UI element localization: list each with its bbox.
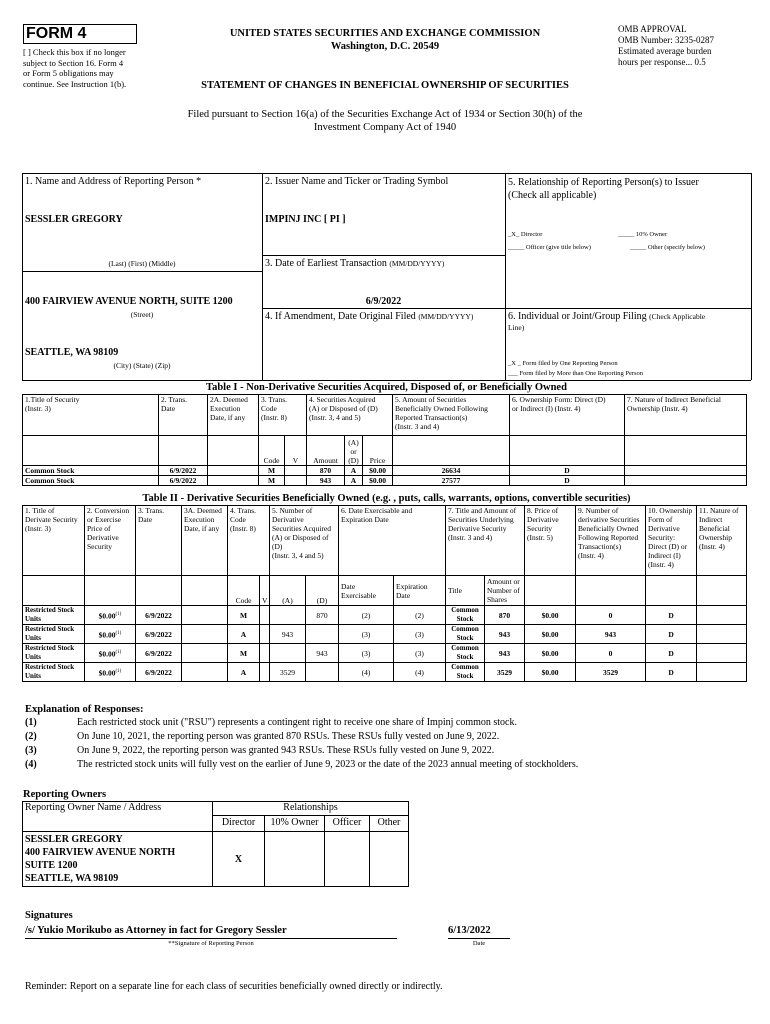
filed-line: Investment Company Act of 1940: [313, 122, 457, 133]
t1-amount: 943: [307, 476, 345, 486]
footnote-text: On June 10, 2021, the reporting person was granted 870 RSUs. These RSUs fully vested on June 9, 2022.: [77, 731, 500, 742]
t2-expiration: (2): [394, 606, 446, 625]
t1-code: M: [259, 476, 285, 486]
t2-a: 943: [270, 625, 306, 644]
t1-amount: 870: [307, 466, 345, 476]
owners-title: Reporting Owners: [23, 789, 107, 800]
t2-price-8: $0.00: [525, 644, 576, 663]
owner-line: SUITE 1200: [25, 860, 78, 871]
filed-pursuant: [100, 108, 670, 134]
agency-location: Washington, D.C. 20549: [330, 41, 440, 52]
check-note-line: or Form 5 obligations may: [23, 68, 114, 78]
t1-form: D: [510, 466, 625, 476]
omb-approval: [618, 24, 758, 68]
t2-h6: 6. Date Exercisable and Expiration Date: [339, 506, 446, 576]
reporting-person-name: SESSLER GREGORY: [25, 214, 123, 225]
t2-expiration: (3): [394, 625, 446, 644]
t2-exercisable: (2): [339, 606, 394, 625]
box4-label-small: (MM/DD/YYYY): [418, 312, 474, 321]
t1-price: $0.00: [363, 476, 393, 486]
table-row: [23, 476, 747, 486]
t2-code: A: [228, 625, 260, 644]
relationship-other: _____ Other (specify below): [630, 244, 705, 251]
reminder: Reminder: Report on a separate line for each class of securities beneficially owned directly or indirectly.: [25, 981, 443, 992]
t1-title: Common Stock: [23, 466, 159, 476]
owners-col-10pct: 10% Owner: [265, 816, 325, 832]
t2-a: [270, 606, 306, 625]
t2-owned: 3529: [576, 663, 646, 682]
t1-h7: 7. Nature of Indirect Beneficial Ownership (Instr. 4): [625, 395, 747, 436]
t2-date: 6/9/2022: [136, 606, 182, 625]
t2-exercisable: (4): [339, 663, 394, 682]
t2-sub-a: (A): [270, 576, 306, 606]
t2-price: [85, 663, 136, 682]
t2-date: 6/9/2022: [136, 644, 182, 663]
form-title-box: [23, 24, 137, 44]
table-row: [23, 466, 747, 476]
owners-table: [22, 801, 409, 887]
footnote-number: (1): [25, 717, 37, 728]
t2-expiration: (3): [394, 644, 446, 663]
t2-h3: 3. Trans. Date: [136, 506, 182, 576]
t1-title: Common Stock: [23, 476, 159, 486]
box4-label-text: 4. If Amendment, Date Original Filed: [265, 311, 416, 322]
owner-address: [23, 832, 213, 887]
t2-owned: 943: [576, 625, 646, 644]
t1-aord: A: [345, 466, 363, 476]
t2-underlying-title: Common Stock: [446, 663, 485, 682]
owner-director-mark: X: [213, 832, 265, 887]
table2-title: Table II - Derivative Securities Beneficially Owned (e.g. , puts, calls, warrants, options, convertible securities): [142, 493, 631, 504]
statement-title: STATEMENT OF CHANGES IN BENEFICIAL OWNERSHIP OF SECURITIES: [201, 80, 569, 91]
t2-a: [270, 644, 306, 663]
box5-label: [508, 176, 699, 202]
t2-form: D: [646, 606, 697, 625]
table-row: [23, 606, 747, 625]
t2-h9: 9. Number of derivative Securities Beneficially Owned Following Reported Transaction(s) (Instr. 4): [576, 506, 646, 576]
explanation-item: [25, 730, 745, 744]
footnote-number: (2): [25, 731, 37, 742]
t1-sub-amount: Amount: [307, 436, 345, 466]
explanation-item: [25, 744, 745, 758]
t2-exercisable: (3): [339, 625, 394, 644]
t1-form: D: [510, 476, 625, 486]
footnote-text: Each restricted stock unit ("RSU") represents a contingent right to receive one share of Impinj common stock.: [77, 717, 517, 728]
t2-code: M: [228, 606, 260, 625]
t2-underlying-amount: 943: [485, 625, 525, 644]
t2-date: 6/9/2022: [136, 663, 182, 682]
owners-col-director: Director: [213, 816, 265, 832]
omb-line: OMB APPROVAL: [618, 24, 687, 34]
t1-sub-aord: (A) or (D): [345, 436, 363, 466]
t2-sub-amount: Amount or Number of Shares: [485, 576, 525, 606]
owner-line: SESSLER GREGORY: [25, 834, 123, 845]
street-address: 400 FAIRVIEW AVENUE NORTH, SUITE 1200: [25, 296, 233, 307]
owners-col-other: Other: [370, 816, 409, 832]
t2-underlying-title: Common Stock: [446, 606, 485, 625]
t2-h8: 8. Price of Derivative Security (Instr. 5): [525, 506, 576, 576]
t1-sub-price: Price: [363, 436, 393, 466]
agency-title: UNITED STATES SECURITIES AND EXCHANGE COMMISSION: [229, 28, 541, 39]
table-row: [23, 625, 747, 644]
t1-h3: 3. Trans. Code (Instr. 8): [259, 395, 307, 436]
t2-price-8: $0.00: [525, 625, 576, 644]
t2-sub-v: V: [260, 576, 270, 606]
relationship-10pct: _____ 10% Owner: [618, 231, 668, 238]
city-caption: (City) (State) (Zip): [113, 361, 171, 370]
box3-label-text: 3. Date of Earliest Transaction: [265, 258, 387, 269]
check-note-line: subject to Section 16. Form 4: [23, 57, 124, 68]
check-note-line: [ ] Check this box if no longer: [23, 47, 126, 57]
table1: [22, 394, 747, 486]
t2-title: Restricted Stock Units: [23, 663, 85, 682]
box6-label-small-2: Line): [508, 323, 525, 332]
t2-owned: 0: [576, 606, 646, 625]
footnote-number: (4): [25, 759, 37, 770]
box2-label: 2. Issuer Name and Ticker or Trading Symbol: [265, 176, 449, 187]
t1-owned: 26634: [393, 466, 510, 476]
t1-h2: 2. Trans. Date: [159, 395, 208, 436]
t2-d: 870: [306, 606, 339, 625]
signature-date: 6/13/2022: [448, 925, 491, 936]
signatures-title: Signatures: [25, 910, 73, 921]
owners-col-name: Reporting Owner Name / Address: [23, 802, 213, 832]
footnote-number: (3): [25, 745, 37, 756]
t2-d: 943: [306, 644, 339, 663]
name-caption: (Last) (First) (Middle): [108, 259, 176, 268]
t2-h10: 10. Ownership Form of Derivative Security: Direct (D) or Indirect (I) (Instr. 4): [646, 506, 697, 576]
t2-h1: 1. Title of Derivate Security (Instr. 3): [23, 506, 85, 576]
omb-line: Estimated average burden: [618, 46, 712, 56]
t2-h2: 2. Conversion or Exercise Price of Derivative Security: [85, 506, 136, 576]
t1-h4: 4. Securities Acquired (A) or Disposed of (D) (Instr. 3, 4 and 5): [307, 395, 393, 436]
t2-form: D: [646, 663, 697, 682]
signature: /s/ Yukio Morikubo as Attorney in fact for Gregory Sessler: [25, 925, 287, 936]
t2-price-footnote: (1): [115, 611, 122, 617]
table-row: [23, 663, 747, 682]
table-row: [23, 644, 747, 663]
t2-owned: 0: [576, 644, 646, 663]
t1-owned: 27577: [393, 476, 510, 486]
t2-date: 6/9/2022: [136, 625, 182, 644]
t2-h4: 4. Trans. Code (Instr. 8): [228, 506, 270, 576]
box5-label-line: 5. Relationship of Reporting Person(s) to Issuer: [508, 177, 699, 188]
t2-underlying-title: Common Stock: [446, 644, 485, 663]
t2-sub-exer: Date Exercisable: [339, 576, 394, 606]
box3-label: [265, 258, 444, 269]
omb-line: OMB Number: 3235-0287: [618, 35, 714, 45]
filing-option-more: ___ Form filed by More than One Reporting Person: [508, 370, 644, 377]
t2-d: [306, 625, 339, 644]
t2-sub-title: Title: [446, 576, 485, 606]
owners-col-rel: Relationships: [213, 802, 409, 816]
footnote-text: On June 9, 2022, the reporting person was granted 943 RSUs. These RSUs fully vested on June 9, 2022.: [77, 745, 495, 756]
t2-price-value: $0.00: [98, 649, 116, 659]
footnote-text: The restricted stock units will fully vest on the earlier of June 9, 2023 or the date of the 2023 annual meeting of stockholders.: [77, 759, 579, 770]
t2-price-8: $0.00: [525, 606, 576, 625]
t2-price: [85, 644, 136, 663]
t2-code: A: [228, 663, 260, 682]
t2-price-value: $0.00: [98, 668, 116, 678]
explanation-title: Explanation of Responses:: [25, 704, 144, 715]
explanation-list: [25, 716, 745, 772]
t2-price-footnote: (1): [115, 668, 122, 674]
omb-line: hours per response... 0.5: [618, 57, 706, 67]
relationship-officer: _____ Officer (give title below): [508, 244, 591, 251]
street-caption: (Street): [130, 310, 154, 319]
relationship-director: _X_ Director: [508, 231, 543, 238]
t2-sub-d: (D): [306, 576, 339, 606]
t2-title: Restricted Stock Units: [23, 644, 85, 663]
t2-sub-exp: Expiration Date: [394, 576, 446, 606]
owners-col-officer: Officer: [325, 816, 370, 832]
t1-date: 6/9/2022: [159, 476, 208, 486]
t2-title: Restricted Stock Units: [23, 625, 85, 644]
t2-underlying-amount: 870: [485, 606, 525, 625]
t2-title: Restricted Stock Units: [23, 606, 85, 625]
t2-price-footnote: (1): [115, 649, 122, 655]
signature-caption: **Signature of Reporting Person: [168, 940, 254, 947]
filed-line: Filed pursuant to Section 16(a) of the Securities Exchange Act of 1934 or Section 30(h) of the: [187, 109, 583, 120]
t2-expiration: (4): [394, 663, 446, 682]
owner-row: [23, 832, 409, 887]
earliest-transaction-date: 6/9/2022: [365, 296, 402, 307]
t2-price-value: $0.00: [98, 630, 116, 640]
issuer-name: IMPINJ INC [ PI ]: [265, 214, 346, 225]
box6-label-small: (Check Applicable: [649, 312, 706, 321]
owner-line: SEATTLE, WA 98109: [25, 873, 119, 884]
t2-form: D: [646, 625, 697, 644]
t2-code: M: [228, 644, 260, 663]
explanation-item: [25, 758, 745, 772]
t1-sub-v: V: [285, 436, 307, 466]
t1-sub-code: Code: [259, 436, 285, 466]
t2-h7: 7. Title and Amount of Securities Underlying Derivative Security (Instr. 3 and 4): [446, 506, 525, 576]
city-address: SEATTLE, WA 98109: [25, 347, 119, 358]
filing-option-one: _X _ Form filed by One Reporting Person: [508, 360, 618, 367]
explanation-item: [25, 716, 745, 730]
box1-label: 1. Name and Address of Reporting Person *: [25, 176, 202, 187]
t2-price-value: $0.00: [98, 611, 116, 621]
t1-code: M: [259, 466, 285, 476]
t2-underlying-amount: 943: [485, 644, 525, 663]
box6-label-text: 6. Individual or Joint/Group Filing: [508, 311, 647, 322]
t2-form: D: [646, 644, 697, 663]
t2-d: [306, 663, 339, 682]
form-title: FORM 4: [26, 25, 87, 42]
t2-price-footnote: (1): [115, 630, 122, 636]
box3-label-small: (MM/DD/YYYY): [389, 259, 445, 268]
table2: [22, 505, 747, 682]
t2-sub-code: Code: [228, 576, 260, 606]
t2-price-8: $0.00: [525, 663, 576, 682]
box5-label-line: (Check all applicable): [508, 190, 597, 201]
t2-underlying-amount: 3529: [485, 663, 525, 682]
t1-date: 6/9/2022: [159, 466, 208, 476]
check-box-note: [23, 47, 153, 89]
t1-h1: 1.Title of Security (Instr. 3): [23, 395, 159, 436]
t1-h5: 5. Amount of Securities Beneficially Owned Following Reported Transaction(s) (Instr. 3 and 4): [393, 395, 510, 436]
t2-h11: 11. Nature of Indirect Beneficial Ownership (Instr. 4): [697, 506, 747, 576]
t2-h3a: 3A. Deemed Execution Date, if any: [182, 506, 228, 576]
check-note-line: continue. See Instruction 1(b).: [23, 78, 127, 89]
t1-price: $0.00: [363, 466, 393, 476]
t1-h6: 6. Ownership Form: Direct (D) or Indirect (I) (Instr. 4): [510, 395, 625, 436]
t2-a: 3529: [270, 663, 306, 682]
t1-h2a: 2A. Deemed Execution Date, if any: [208, 395, 259, 436]
t2-price: [85, 625, 136, 644]
t2-exercisable: (3): [339, 644, 394, 663]
t2-h5: 5. Number of Derivative Securities Acquired (A) or Disposed of (D) (Instr. 3, 4 and 5): [270, 506, 339, 576]
t2-price: [85, 606, 136, 625]
t2-underlying-title: Common Stock: [446, 625, 485, 644]
box4-label: [265, 311, 473, 322]
table1-title: Table I - Non-Derivative Securities Acquired, Disposed of, or Beneficially Owned: [206, 382, 567, 393]
t1-aord: A: [345, 476, 363, 486]
date-caption: Date: [472, 940, 486, 947]
owner-line: 400 FAIRVIEW AVENUE NORTH: [25, 847, 176, 858]
box6-label: [508, 311, 748, 333]
